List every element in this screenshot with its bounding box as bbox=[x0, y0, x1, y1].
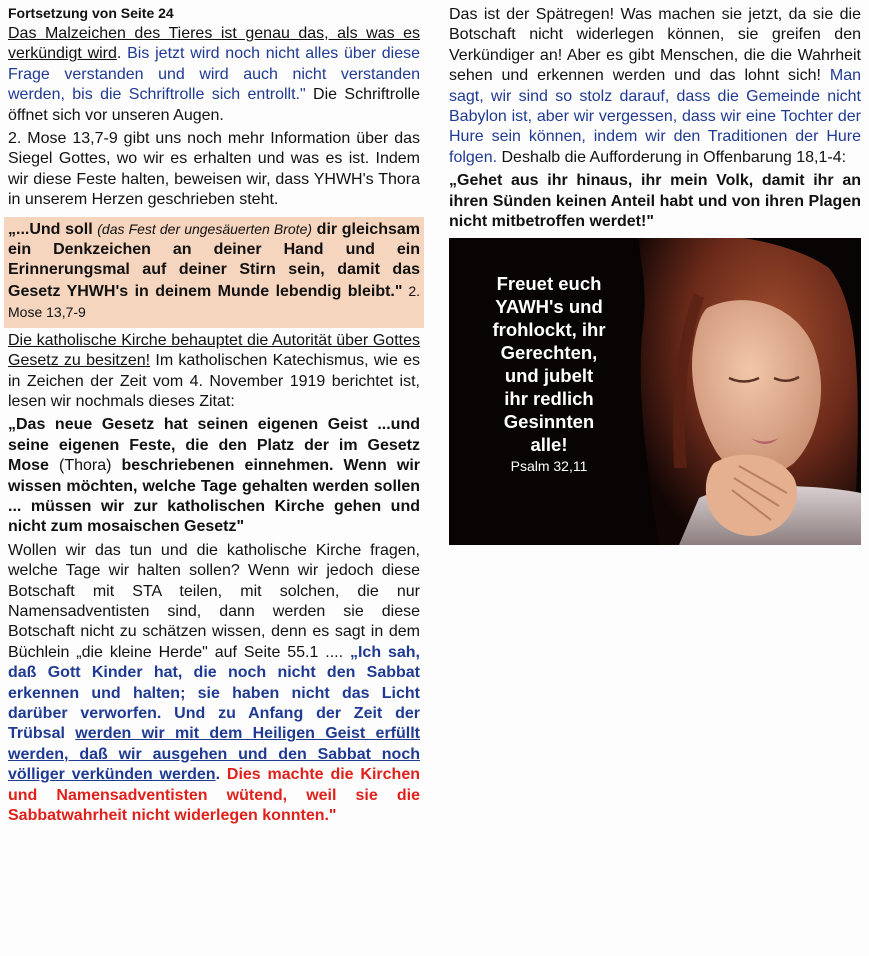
catechism-quote-b: beschriebenen einnehmen. Wenn wir wissen möchten, welche Tage gehalten werden sollen ... müssen wir zur katholischen Kirche gehen und nicht zum mosaischen Gesetz" bbox=[8, 457, 420, 536]
period: . bbox=[116, 45, 122, 63]
paragraph-catholic-church bbox=[8, 331, 420, 413]
right-column bbox=[449, 0, 861, 545]
verse-line: und jubelt bbox=[504, 365, 594, 387]
little-flock-text: Wollen wir das tun und die katholische Kirche fragen, welche Tage wir halten sollen? Wenn wir jedoch diese Botschaft mit STA teilen, mit solchen, die nur Namensadventisten sind, dann werden sie diese Botschaft nicht zu schätzen wissen, denn es sagt in dem Büchlein „die kleine Herde" auf Seite 55.1 .... bbox=[8, 541, 420, 661]
catechism-quote bbox=[8, 415, 420, 537]
continuation-header: Fortsetzung von Seite 24 bbox=[8, 5, 174, 21]
highlighted-quote-box bbox=[4, 217, 424, 328]
verse-line: Freuet euch bbox=[496, 273, 602, 295]
paragraph-little-flock bbox=[8, 541, 420, 827]
underlined-statement: Das Malzeichen des Tieres ist genau das, als was es verkündigt wird bbox=[8, 25, 420, 63]
scroll-sentence: Die Schriftrolle öffnet sich vor unseren Augen. bbox=[8, 86, 420, 124]
verse-line: Gesinnten bbox=[503, 411, 595, 433]
praying-girl-image bbox=[449, 238, 861, 545]
red-quote: Dies machte die Kirchen und Namensadventisten wütend, weil sie die Sabbatwahrheit nicht widerlegen konnten." bbox=[8, 766, 420, 825]
verse-line: alle! bbox=[530, 434, 568, 456]
quote-italic-note: (das Fest der ungesäuerten Brote) bbox=[97, 220, 313, 237]
quote-start: „...Und soll bbox=[8, 220, 98, 238]
paragraph-mark-of-beast bbox=[8, 24, 420, 126]
catechism-quote-a: „Das neue Gesetz hat seinen eigenen Geist ...und seine eigenen Feste, die den Platz der im Gesetz Mose bbox=[8, 416, 420, 475]
quote-reference: 2. Mose 13,7-9 bbox=[8, 282, 420, 321]
vision-quote: „Ich sah, daß Gott Kinder hat, die noch nicht den Sabbat erkennen und halten; sie haben nicht das Licht darüber verworfen. Und zu Anfang der Zeit der Trübsal bbox=[8, 643, 421, 743]
verse-line: ihr redlich bbox=[504, 388, 594, 410]
blue-quote: Bis jetzt wird noch nicht alles über diese Frage verstanden und wird auch nicht verstanden werden, bis die Schriftrolle sich entrollt." bbox=[8, 45, 421, 104]
vision-period: . bbox=[215, 766, 221, 784]
paragraph-exodus: 2. Mose 13,7-9 gibt uns noch mehr Information über das Siegel Gottes, wo wir es erhalten und was es ist. Indem wir diese Feste halten, beweisen wir, dass YHWH's Thora in unserem Herzen geschrieben steht. bbox=[8, 130, 420, 209]
latter-rain-text: Das ist der Spätregen! Was machen sie jetzt, da sie die Botschaft nicht widerlegen können, sie greifen den Verkündiger an! Aber es gibt Menschen, die die Wahrheit sehen und erkennen werden und das lohnt sich! bbox=[449, 6, 861, 85]
exodus-quote bbox=[8, 219, 420, 324]
thora-note: (Thora) bbox=[58, 457, 112, 475]
catechism-text: Im katholischen Katechismus, wie es in Zeichen der Zeit vom 4. November 1919 berichtet ist, lesen wir nochmals dieses Zitat: bbox=[8, 352, 421, 410]
underlined-claim: Die katholische Kirche behauptet die Autorität über Gottes Gesetz zu besitzen! bbox=[8, 331, 420, 370]
quote-body: dir gleichsam ein Denkzeichen an deiner Hand und ein Erinnerungsmal auf deiner Stirn sein, damit das Gesetz YHWH's in deinem Munde lebendig bleibt." bbox=[8, 220, 420, 300]
revelation-text: Deshalb die Aufforderung in Offenbarung 18,1-4: bbox=[497, 148, 847, 166]
verse-line: frohlockt, ihr bbox=[492, 319, 606, 341]
babylon-text: Man sagt, wir sind so stolz darauf, dass die Gemeinde nicht Babylon ist, aber wir vergessen, dass wir eine Tochter der Hure sein können, indem wir den Traditionen der Hure folgen. bbox=[449, 67, 861, 166]
psalm-verse bbox=[455, 272, 643, 476]
paragraph-latter-rain bbox=[449, 5, 861, 168]
verse-line: YAWH's und bbox=[495, 296, 603, 318]
revelation-quote: „Gehet aus ihr hinaus, ihr mein Volk, damit ihr an ihren Sünden keinen Anteil habt und von ihren Plagen nicht mitbetroffen werdet!" bbox=[449, 172, 861, 231]
psalm-reference: Psalm 32,11 bbox=[510, 458, 588, 475]
left-column bbox=[8, 0, 420, 826]
verse-line: Gerechten, bbox=[500, 342, 598, 364]
vision-quote-underlined: werden wir mit dem Heiligen Geist erfüllt werden, daß wir ausgehen und den Sabbat noch völliger verkünden werden bbox=[8, 725, 420, 784]
